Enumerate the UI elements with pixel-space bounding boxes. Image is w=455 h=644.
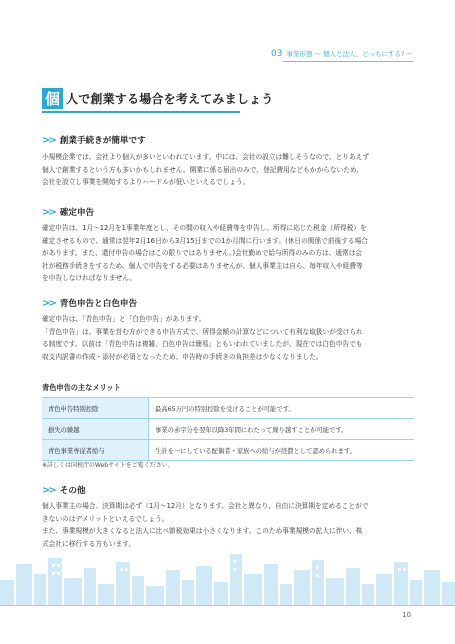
double-chevron-icon: >> bbox=[42, 206, 55, 218]
body-line: る制度です。以前は「青色申告は複雑、白色申告は簡易」ともいわれていましたが、現在では白色申告でも bbox=[42, 340, 363, 349]
body-line: 「青色申告」は、事業を営む方ができる申告方式で、所得金額の計算などについて有利な取扱いが受けられ bbox=[42, 327, 363, 336]
section-heading-procedure bbox=[42, 134, 146, 146]
merit-table-title: 青色申告の主なメリット bbox=[42, 383, 121, 392]
table-row bbox=[42, 419, 414, 440]
double-chevron-icon: >> bbox=[42, 297, 55, 309]
section-heading-text: 創業手続きが簡単です bbox=[59, 136, 146, 146]
table-row bbox=[42, 398, 414, 419]
merit-note: ※詳しくは国税庁のWebサイトをご覧ください。 bbox=[42, 462, 174, 469]
body-line: 個人事業主の場合、決算期は必ず（1月〜12月）となります。会社と異なり、自由に決算期を定めることがで bbox=[42, 502, 369, 510]
chapter-title bbox=[42, 86, 273, 110]
merit-label: 青色事業専従者給与 bbox=[42, 440, 149, 461]
section-heading-other bbox=[42, 484, 86, 496]
body-line: を申告しなければなりません。 bbox=[42, 274, 137, 283]
body-line: 確定申告は、「青色申告」と「白色申告」があります。 bbox=[42, 315, 206, 323]
header-chapter-number: 03 bbox=[270, 49, 283, 59]
chapter-title-box: 個 bbox=[42, 88, 63, 109]
chapter-title-text: 人で創業する場合を考えてみましょう bbox=[66, 91, 274, 106]
body-line: きないのはデメリットといえるでしょう。 bbox=[42, 514, 169, 523]
header-rule bbox=[283, 61, 413, 62]
body-line: また、事業規模が大きくなると法人に比べ節税効果は小さくなります。このため事業規模の拡大に伴い、株 bbox=[42, 527, 363, 536]
header-title: 事業形態 〜 個人と法人、どっちにする? 〜 bbox=[286, 50, 413, 58]
page-number: 10 bbox=[402, 611, 411, 619]
section-heading-text: その他 bbox=[59, 486, 86, 496]
city-skyline-illustration bbox=[0, 550, 455, 606]
body-line: があります。また、還付申告の場合はこの限りではありません。)会社勤めで給与所得のみの方は、通常は会 bbox=[42, 249, 363, 258]
section-body-blue-white bbox=[42, 313, 414, 363]
merit-label: 損失の繰越 bbox=[42, 419, 149, 440]
chapter-underline bbox=[42, 111, 240, 113]
merit-label: 青色申告特別控除 bbox=[42, 398, 149, 419]
section-heading-text: 青色申告と白色申告 bbox=[59, 299, 138, 309]
body-line: 確定申告は、1月〜12月を1事業年度とし、その間の収入や経費等を申告し、所得に応じた税金（所得税）を bbox=[42, 224, 367, 232]
footer-rule bbox=[0, 605, 455, 606]
double-chevron-icon: >> bbox=[42, 134, 55, 146]
merit-desc: 最高65万円の特別控除を受けることが可能です。 bbox=[149, 398, 415, 419]
section-body-tax-return bbox=[42, 222, 414, 285]
double-chevron-icon: >> bbox=[42, 484, 55, 496]
body-line: 確定させるもので、通常は翌年2月16日から3月15日までの1か月間に行います。(休日の関係で前後する場合 bbox=[42, 236, 368, 245]
body-line: 小規模企業では、会社より個人が多いといわれています。中には、会社の設立は難しそうなので、とりあえず bbox=[42, 153, 370, 161]
running-header bbox=[271, 49, 413, 59]
body-line: 個人で創業するという方も多いかもしれません。開業に係る届出のみで、登記費用などもかからないため、 bbox=[42, 165, 363, 174]
section-body-other bbox=[42, 500, 414, 550]
section-heading-blue-white bbox=[42, 297, 137, 309]
merit-table bbox=[42, 397, 414, 461]
body-line: 式会社に移行する方もいます。 bbox=[42, 539, 136, 548]
section-body-procedure bbox=[42, 151, 414, 189]
merit-desc: 生計を一にしている配偶者・家族への給与が経費として認められます。 bbox=[149, 440, 415, 461]
merit-desc: 事業の赤字分を翌年以降3年間にわたって繰り越すことが可能です。 bbox=[149, 419, 415, 440]
body-line: 会社を設立し事業を開始するよりハードルが低いといえるでしょう。 bbox=[42, 178, 250, 187]
section-heading-text: 確定申告 bbox=[59, 208, 95, 218]
table-row bbox=[42, 440, 414, 461]
section-heading-tax-return bbox=[42, 206, 94, 218]
body-line: 収支内訳書の作成・添付が必須となったため、申告時の手続きの負担差は少なくなりました。 bbox=[42, 352, 323, 361]
body-line: 社が税務手続きをするため、個人で申告をする必要はありませんが、個人事業主は自ら、毎年収入や経費等 bbox=[42, 261, 363, 270]
